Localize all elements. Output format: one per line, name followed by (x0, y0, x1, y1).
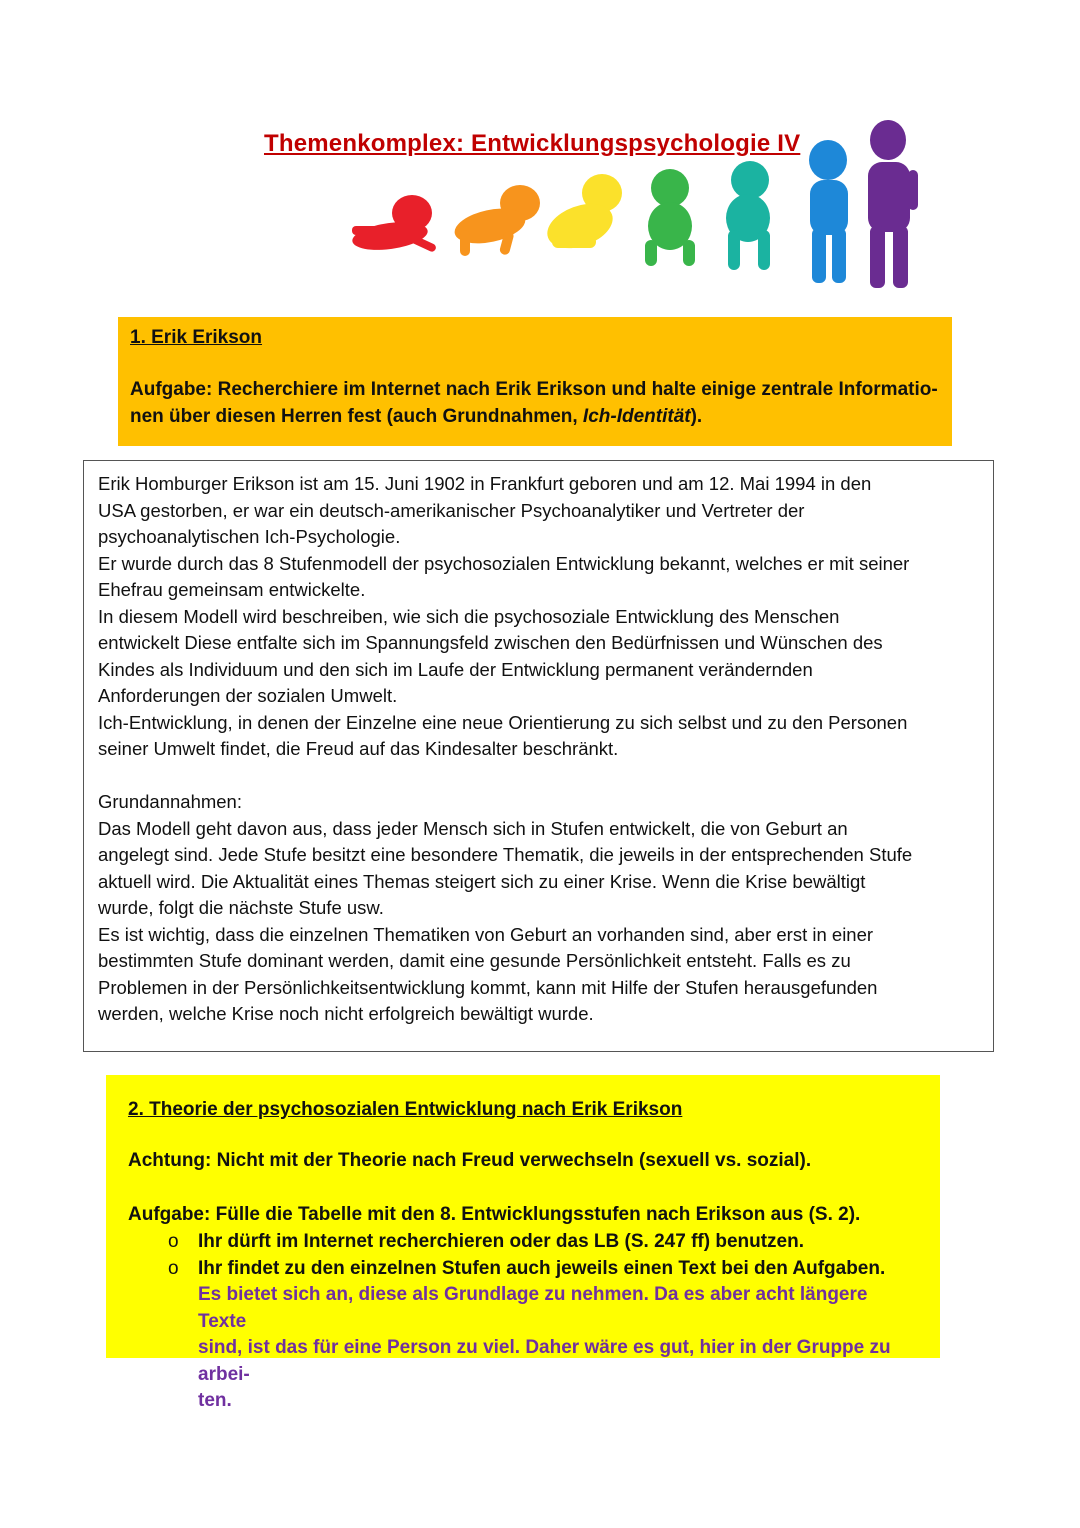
list-item (128, 1255, 918, 1282)
task-italic: Ich-Identität (582, 406, 691, 427)
list-item-text: Ihr findet zu den einzelnen Stufen auch jeweils einen Text bei den Aufgaben. (198, 1258, 886, 1279)
answer-line: seiner Umwelt findet, die Freud auf das Kindesalter beschränkt. (98, 738, 619, 759)
baby-figure-icon (351, 195, 438, 254)
section2-task-box (106, 1075, 940, 1411)
answer-text-box (83, 460, 994, 1052)
answer-line: Kindes als Individuum und den sich im Laufe der Entwicklung permanent verändernden (98, 658, 813, 680)
baby-figure-icon (726, 161, 770, 270)
paragraph-gap (98, 763, 979, 790)
list-item-text: Ihr dürft im Internet recherchieren oder das LB (S. 247 ff) benutzen. (198, 1231, 804, 1252)
baby-figure-icon (451, 185, 540, 256)
baby-figure-icon (868, 120, 918, 288)
answer-line: Er wurde durch das 8 Stufenmodell der psychosozialen Entwicklung bekannt, welches er mit seiner (98, 552, 910, 574)
answer-line: Das Modell geht davon aus, dass jeder Mensch sich in Stufen entwickelt, die von Geburt an (98, 817, 848, 839)
answer-line: Anforderungen der sozialen Umwelt. (98, 685, 398, 706)
answer-line: aktuell wird. Die Aktualität eines Themas steigert sich zu einer Krise. Wenn die Krise bewältigt (98, 870, 866, 892)
answer-line: USA gestorben, er war ein deutsch-amerikanischer Psychoanalytiker und Vertreter der (98, 499, 805, 521)
section1-task-box (118, 317, 952, 446)
bullet-icon: o (168, 1231, 179, 1252)
answer-line: Ich-Entwicklung, in denen der Einzelne eine neue Orientierung zu sich selbst und zu den Personen (98, 711, 908, 733)
purple-note (128, 1282, 918, 1415)
section2-warning: Achtung: Nicht mit der Theorie nach Freud verwechseln (sexuell vs. sozial). (128, 1150, 812, 1171)
answer-line: Problemen in der Persönlichkeitsentwicklung kommt, kann mit Hilfe der Stufen herausgefunden (98, 976, 878, 998)
answer-line: Grundannahmen: (98, 791, 242, 812)
answer-line: entwickelt Diese entfalte sich im Spannungsfeld zwischen den Bedürfnissen und Wünschen des (98, 632, 883, 653)
list-item (128, 1228, 918, 1255)
task-text: nen über diesen Herren fest (auch Grundnahmen, (130, 406, 583, 427)
answer-line: wurde, folgt die nächste Stufe usw. (98, 897, 384, 918)
baby-figure-icon (809, 140, 848, 283)
answer-line: Es ist wichtig, dass die einzelnen Thematiken von Geburt an vorhanden sind, aber erst in einer (98, 923, 874, 945)
purple-note-line: sind, ist das für eine Person zu viel. Daher wäre es gut, hier in der Gruppe zu arbei- (198, 1337, 891, 1385)
answer-line: In diesem Modell wird beschreiben, wie sich die psychosoziale Entwicklung des Menschen (98, 605, 840, 627)
baby-figure-icon (541, 174, 622, 256)
answer-line: werden, welche Krise noch nicht erfolgreich bewältigt wurde. (98, 1003, 594, 1024)
purple-note-line: ten. (198, 1390, 232, 1411)
section1-heading: 1. Erik Erikson (130, 327, 263, 348)
section2-task: Aufgabe: Fülle die Tabelle mit den 8. Entwicklungsstufen nach Erikson aus (S. 2). (128, 1204, 861, 1225)
answer-line: Ehefrau gemeinsam entwickelte. (98, 579, 366, 600)
answer-line: Erik Homburger Erikson ist am 15. Juni 1902 in Frankfurt geboren und am 12. Mai 1994 in den (98, 473, 872, 494)
task-text: ). (690, 406, 703, 427)
section1-task (130, 376, 940, 430)
section2-heading: 2. Theorie der psychosozialen Entwicklung nach Erik Erikson (128, 1099, 683, 1120)
baby-figure-icon (645, 169, 695, 266)
purple-note-line: Es bietet sich an, diese als Grundlage zu nehmen. Da es aber acht längere Texte (198, 1284, 868, 1332)
answer-line: angelegt sind. Jede Stufe besitzt eine besondere Thematik, die jeweils in der entsprechenden Stufe (98, 844, 913, 865)
answer-line: psychoanalytischen Ich-Psychologie. (98, 526, 401, 547)
section2-bullet-list (128, 1228, 918, 1282)
page-title: Themenkomplex: Entwicklungspsychologie IV (264, 130, 801, 157)
task-text: Aufgabe: Recherchiere im Internet nach Erik Erikson und halte einige zentrale Informatio- (130, 379, 938, 400)
bullet-icon: o (168, 1258, 179, 1279)
answer-line: bestimmten Stufe dominant werden, damit eine gesunde Persönlichkeit entsteht. Falls es zu (98, 950, 851, 971)
baby-development-illustration (340, 118, 940, 308)
